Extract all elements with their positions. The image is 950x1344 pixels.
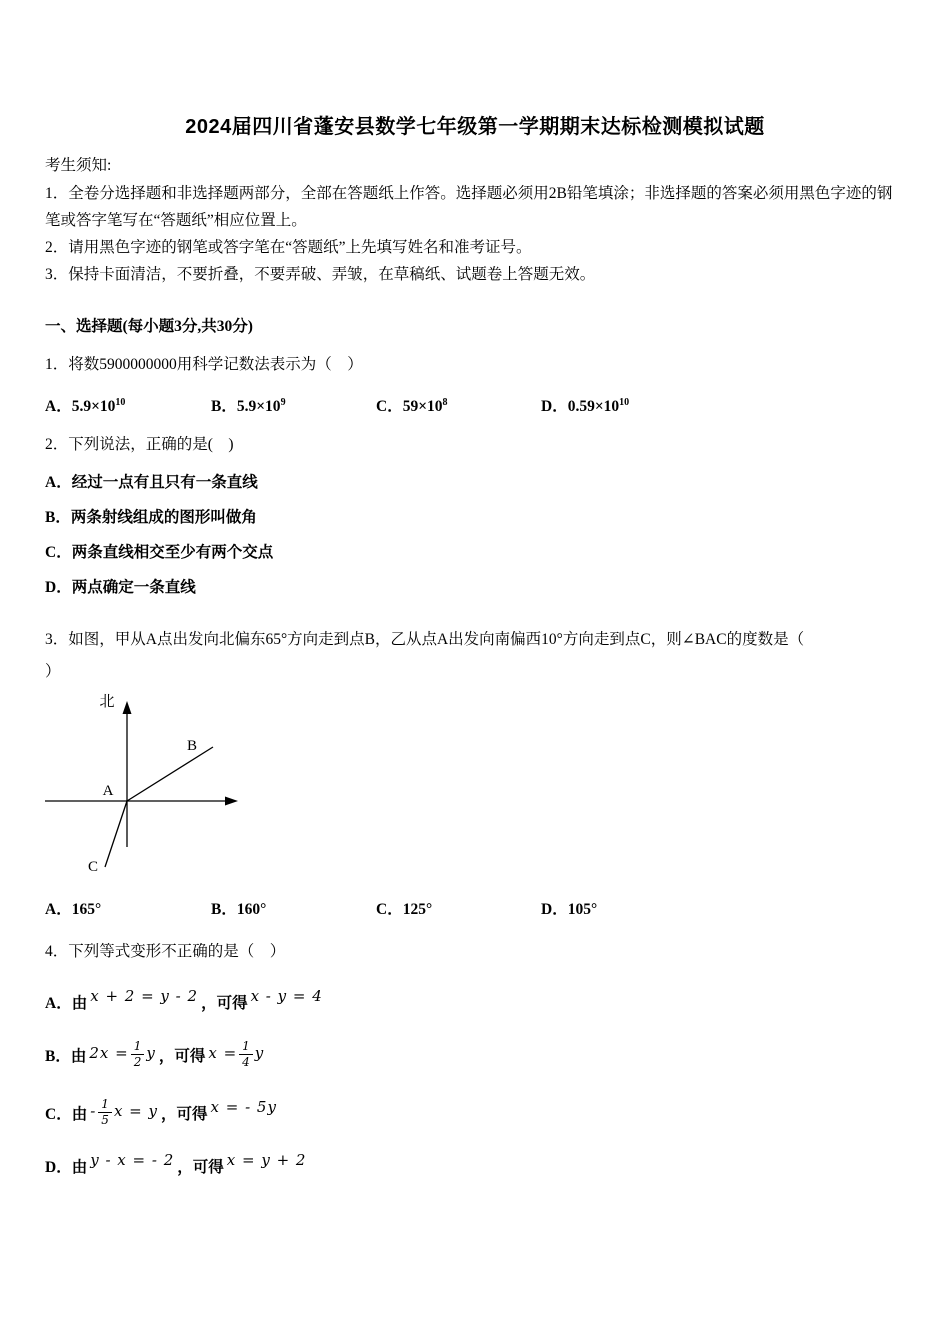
question-2-stem: 2．下列说法，正确的是( ): [45, 436, 234, 453]
question-3-stem: 3．如图，甲从A点出发向北偏东65°方向走到点B，乙从点A出发向南偏西10°方向走到点C，则∠BAC的度数是（: [45, 631, 805, 648]
formula: x = $\frac{1}{4}$ y: [208, 1039, 265, 1069]
notice-item: 2．请用黑色字迹的钢笔或答字笔在“答题纸”上先填写姓名和准考证号。: [45, 239, 532, 256]
q2-option-d: D．两点确定一条直线: [45, 579, 196, 596]
exponent: 10: [619, 396, 630, 408]
label-point-a: A: [102, 783, 114, 799]
q4-option-b: B．由 2x = $\frac{1}{2}$ y ，可得 x = $\frac{1}{4}$ y: [45, 1043, 905, 1071]
option-label: A．: [45, 995, 72, 1012]
exponent: 8: [442, 396, 448, 408]
formula: - $\frac{1}{5}$ x = y: [90, 1097, 158, 1127]
exam-title: 2024届四川省蓬安县数学七年级第一学期期末达标检测模拟试题: [185, 116, 765, 138]
formula: y - x = - 2: [90, 1151, 175, 1170]
q4-option-d: D．由 y - x = - 2 ，可得 x = y + 2: [45, 1155, 905, 1177]
formula: x + 2 = y - 2: [90, 987, 199, 1005]
q4-option-c: C．由 - $\frac{1}{5}$ x = y ，可得 x = - 5y: [45, 1101, 905, 1129]
q1-option-b: B．$5.9\times 10^9$: [211, 396, 286, 415]
q3-option-a: A．165°: [45, 901, 102, 918]
question-2: [45, 432, 905, 605]
question-3: [45, 627, 905, 919]
question-3-figure: [45, 689, 905, 885]
formula: x = y + 2: [226, 1151, 307, 1170]
question-1: [45, 352, 905, 416]
q2-option-b: B．两条射线组成的图形叫做角: [45, 509, 257, 526]
direction-diagram: [45, 689, 275, 885]
q4-option-a: A．由 x + 2 = y - 2 ，可得 x - y = 4: [45, 991, 905, 1013]
exponent: 10: [115, 396, 126, 408]
question-3-options: [45, 897, 905, 919]
label-point-c: C: [87, 859, 99, 875]
formula: x = - 5y: [210, 1098, 277, 1117]
q2-option-a: A．经过一点有且只有一条直线: [45, 474, 258, 491]
exponent: 9: [280, 396, 286, 408]
notice-item: 1．全卷分选择题和非选择题两部分，全部在答题纸上作答。选择题必须用2B铅笔填涂；非选择题的答案必须用黑色字迹的钢笔或答字笔写在“答题纸”相应位置上。: [45, 185, 893, 229]
notice-heading: 考生须知:: [45, 157, 112, 174]
option-label: D．: [45, 1159, 72, 1177]
formula: x - y = 4: [250, 987, 323, 1005]
q2-option-c: C．两条直线相交至少有两个交点: [45, 544, 274, 561]
question-2-options: [45, 466, 905, 605]
question-1-options: [45, 394, 905, 416]
question-4-stem: 4．下列等式变形不正确的是（ ）: [45, 943, 286, 960]
section-heading: 一、选择题(每小题3分,共30分): [45, 318, 253, 335]
formula: 2x = $\frac{1}{2}$ y: [89, 1039, 156, 1069]
q3-option-c: C．125°: [376, 901, 433, 918]
q3-option-b: B．160°: [211, 901, 267, 918]
fraction: $\frac{1}{4}$: [239, 1040, 253, 1068]
fraction: $\frac{1}{5}$: [98, 1098, 112, 1126]
east-arrowhead: [225, 797, 238, 806]
q3-option-d: D．105°: [541, 901, 598, 918]
option-label: B．: [45, 1048, 71, 1066]
option-label: C．: [45, 1106, 72, 1124]
notice-section: [45, 153, 905, 288]
label-north: 北: [99, 694, 115, 710]
notice-item: 3．保持卡面清洁，不要折叠，不要弄破、弄皱，在草稿纸、试题卷上答题无效。: [45, 266, 596, 283]
question-4: [45, 939, 905, 1177]
north-arrowhead: [123, 701, 132, 714]
q1-option-a: A．$5.9\times 10^{10}$: [45, 396, 126, 415]
question-1-stem: 1．将数5900000000用科学记数法表示为（ ）: [45, 356, 363, 373]
q1-option-c: C．$59\times 10^8$: [376, 396, 448, 415]
q1-option-d: D．$0.59\times 10^{10}$: [541, 396, 630, 415]
question-3-stem-cont: ）: [45, 663, 61, 680]
label-point-b: B: [186, 738, 198, 754]
fraction: $\frac{1}{2}$: [131, 1040, 145, 1068]
